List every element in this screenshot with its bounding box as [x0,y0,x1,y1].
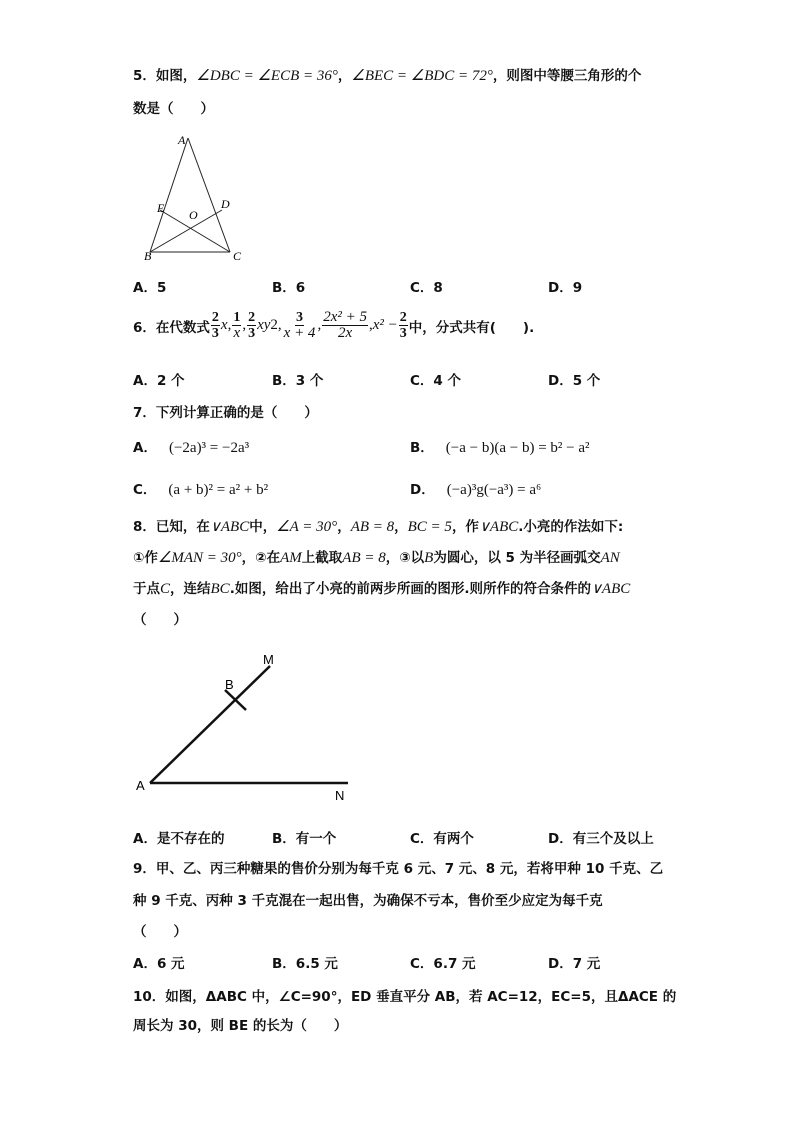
q6-term6-head: x² − [372,317,398,333]
q6-prefix: 在代数式 [155,319,210,336]
q9-stem-line1: 9．甲、乙、丙三种糖果的售价分别为每千克 6 元、7 元、8 元，若将甲种 10 千克、乙 [133,861,664,877]
q5-line-ac [188,138,230,252]
q7-stem: 7．下列计算正确的是（ ） [133,405,318,421]
q5-triangle-figure [138,130,248,265]
q5-prefix: 如图， [155,68,197,84]
q5-stem-line2: 数是（ ） [133,101,214,117]
q8-stem-line3: 于点C，连结BC.如图，给出了小亮的前两步所画的图形.则所作的符合条件的∨ABC [133,581,631,597]
q6-term6-frac: $\frac{2}{3}$ [399,310,407,341]
q8-label-m: M [263,652,274,667]
q8-option-b[interactable]: B．有一个 [272,831,337,847]
q8-option-a[interactable]: A．是不存在的 [133,831,225,847]
q8-label-b: B [225,677,234,692]
q7-option-a[interactable]: A． (−2a)³ = −2a³ [133,440,250,456]
q6-option-b[interactable]: B．3 个 [272,373,324,389]
q5-option-d[interactable]: D．9 [548,280,583,296]
q5-cond1: ∠DBC = ∠ECB = 36° [196,68,338,84]
q5-label-a: A [178,133,186,147]
q6-term4-frac: $\frac{3}{x + 4}$ [283,310,316,341]
q10-stem-line1: 10．如图，ΔABC 中，∠C=90°，ED 垂直平分 AB，若 AC=12，EC=5，且ΔACE 的 [133,989,677,1005]
q6-option-a[interactable]: A．2 个 [133,373,185,389]
q5-cond2: ∠BEC = ∠BDC = 72° [351,68,493,84]
q6-term2-frac: $\frac{1}{x}$ [233,310,241,341]
q5-label-c: C [233,249,242,263]
q8-stem-line4: （ ） [133,612,187,628]
q5-label-b: B [144,249,152,263]
q6-option-d[interactable]: D．5 个 [548,373,601,389]
q9-option-a[interactable]: A．6 元 [133,956,185,972]
q5-label-o: O [189,208,198,222]
q7-option-d[interactable]: D． (−a)³g(−a³) = a⁶ [410,482,542,498]
q6-option-c[interactable]: C．4 个 [410,373,462,389]
q9-option-d[interactable]: D．7 元 [548,956,601,972]
q8-angle-figure [128,648,360,808]
q9-option-c[interactable]: C．6.7 元 [410,956,476,972]
q5-label-e: E [157,201,165,215]
q8-option-d[interactable]: D．有三个及以上 [548,831,654,847]
q5-number: 5． [133,68,156,84]
q5-line-bd [150,210,222,252]
q5-stem-line1: 5．如图，∠DBC = ∠ECB = 36°，∠BEC = ∠BDC = 72°，则图中等腰三角形的个 [133,68,642,84]
q6-term3-frac: $\frac{2}{3}$ [248,310,256,341]
q8-label-a: A [136,778,145,793]
q9-stem-line3: （ ） [133,924,187,940]
q8-stem-line2: ①作∠MAN = 30°，②在AM上截取AB = 8，③以B为圆心，以 5 为半径画弧交AN [133,550,620,566]
q7-option-b[interactable]: B． (−a − b)(a − b) = b² − a² [410,440,590,456]
q5-option-b[interactable]: B．6 [272,280,306,296]
q5-suffix: ，则图中等腰三角形的个 [492,68,642,84]
q9-stem-line2: 种 9 千克、丙种 3 千克混在一起出售，为确保不亏本，售价至少应定为每千克 [133,893,603,909]
q9-option-b[interactable]: B．6.5 元 [272,956,338,972]
q5-line-ab [150,138,188,252]
q6-stem: 6． 在代数式 $\frac{2}{3}$ x , $\frac{1}{x}$ , $\frac{2}{3}$ xy 2 , $\frac{3}{x + 4}$ , $\frac{\text{2x² + 5}}{2x}$ , x² − $\frac{2}{3}$ 中，分式共有( ). [133,309,535,341]
q8-stem-line1: 8．已知，在∨ABC中，∠A = 30°，AB = 8，BC = 5，作∨ABC.小亮的作法如下: [133,519,624,535]
q6-suffix: 中，分式共有( ). [408,319,535,336]
q8-ray-am [150,666,270,783]
q7-option-c[interactable]: C． (a + b)² = a² + b² [133,482,269,498]
q6-number: 6． [133,319,156,336]
q8-option-c[interactable]: C．有两个 [410,831,474,847]
q5-option-c[interactable]: C．8 [410,280,443,296]
q8-label-n: N [335,788,345,803]
q5-label-d: D [221,197,230,211]
q6-term1-frac: $\frac{2}{3}$ [211,310,219,341]
q5-option-a[interactable]: A．5 [133,280,167,296]
q6-term5-frac: $\frac{\text{2x² + 5}}{2x}$ [323,309,367,341]
q10-stem-line2: 周长为 30，则 BE 的长为（ ） [133,1018,348,1034]
